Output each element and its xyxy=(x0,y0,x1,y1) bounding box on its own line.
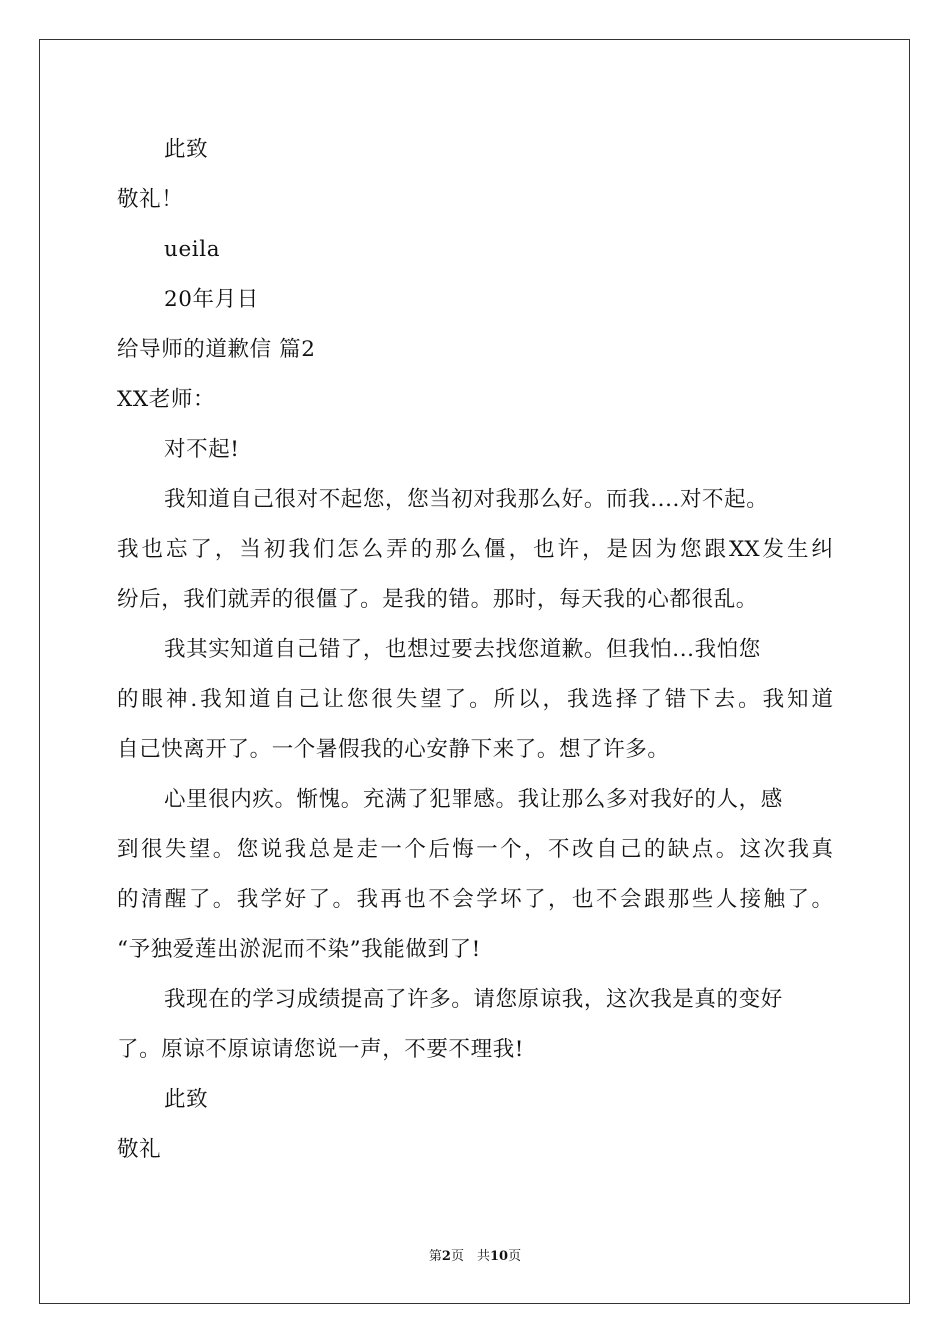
paragraph-line: 到很失望。您说我总是走一个后悔一个，不改自己的缺点。这次我真 xyxy=(117,837,833,862)
closing-regards: 敬礼 xyxy=(117,1137,162,1162)
paragraph-line: 我其实知道自己错了，也想过要去找您道歉。但我怕...我怕您 xyxy=(164,637,761,662)
page-number-footer xyxy=(0,1249,950,1265)
paragraph-line: 心里很内疚。惭愧。充满了犯罪感。我让那么多对我好的人，感 xyxy=(164,787,783,812)
footer-mid: 页 共 xyxy=(450,1249,490,1264)
footer-total-pages: 10 xyxy=(489,1249,509,1264)
closing-salutation: 此致 xyxy=(164,1087,209,1112)
paragraph-line: 自己快离开了。一个暑假我的心安静下来了。想了许多。 xyxy=(117,737,670,762)
paragraph-line: 我现在的学习成绩提高了许多。请您原谅我，这次我是真的变好 xyxy=(164,987,783,1012)
closing-salutation: 此致 xyxy=(164,137,209,162)
paragraph-line: 我也忘了，当初我们怎么弄的那么僵，也许，是因为您跟XX发生纠 xyxy=(117,537,833,562)
closing-regards: 敬礼！ xyxy=(117,187,184,212)
footer-current-page: 2 xyxy=(441,1249,451,1264)
paragraph-line: 我知道自己很对不起您，您当初对我那么好。而我....对不起。 xyxy=(164,487,769,512)
signature-name: ueila xyxy=(164,237,221,262)
paragraph-line: 的清醒了。我学好了。我再也不会学坏了，也不会跟那些人接触了。 xyxy=(117,887,833,912)
paragraph-line: 纷后，我们就弄的很僵了。是我的错。那时，每天我的心都很乱。 xyxy=(117,587,758,612)
page-border xyxy=(39,39,910,1304)
paragraph-line: 了。原谅不原谅请您说一声，不要不理我! xyxy=(117,1037,525,1062)
paragraph-line: 的眼神.我知道自己让您很失望了。所以，我选择了错下去。我知道 xyxy=(117,687,833,712)
section-heading: 给导师的道歉信 篇2 xyxy=(117,337,316,362)
letter-greeting: XX老师： xyxy=(117,387,216,412)
paragraph-line: “予独爱莲出淤泥而不染”我能做到了! xyxy=(117,937,481,962)
paragraph-line: 对不起! xyxy=(164,437,240,462)
signature-date: 20年月日 xyxy=(164,287,259,312)
footer-prefix: 第 xyxy=(428,1249,442,1264)
footer-suffix: 页 xyxy=(508,1249,522,1264)
